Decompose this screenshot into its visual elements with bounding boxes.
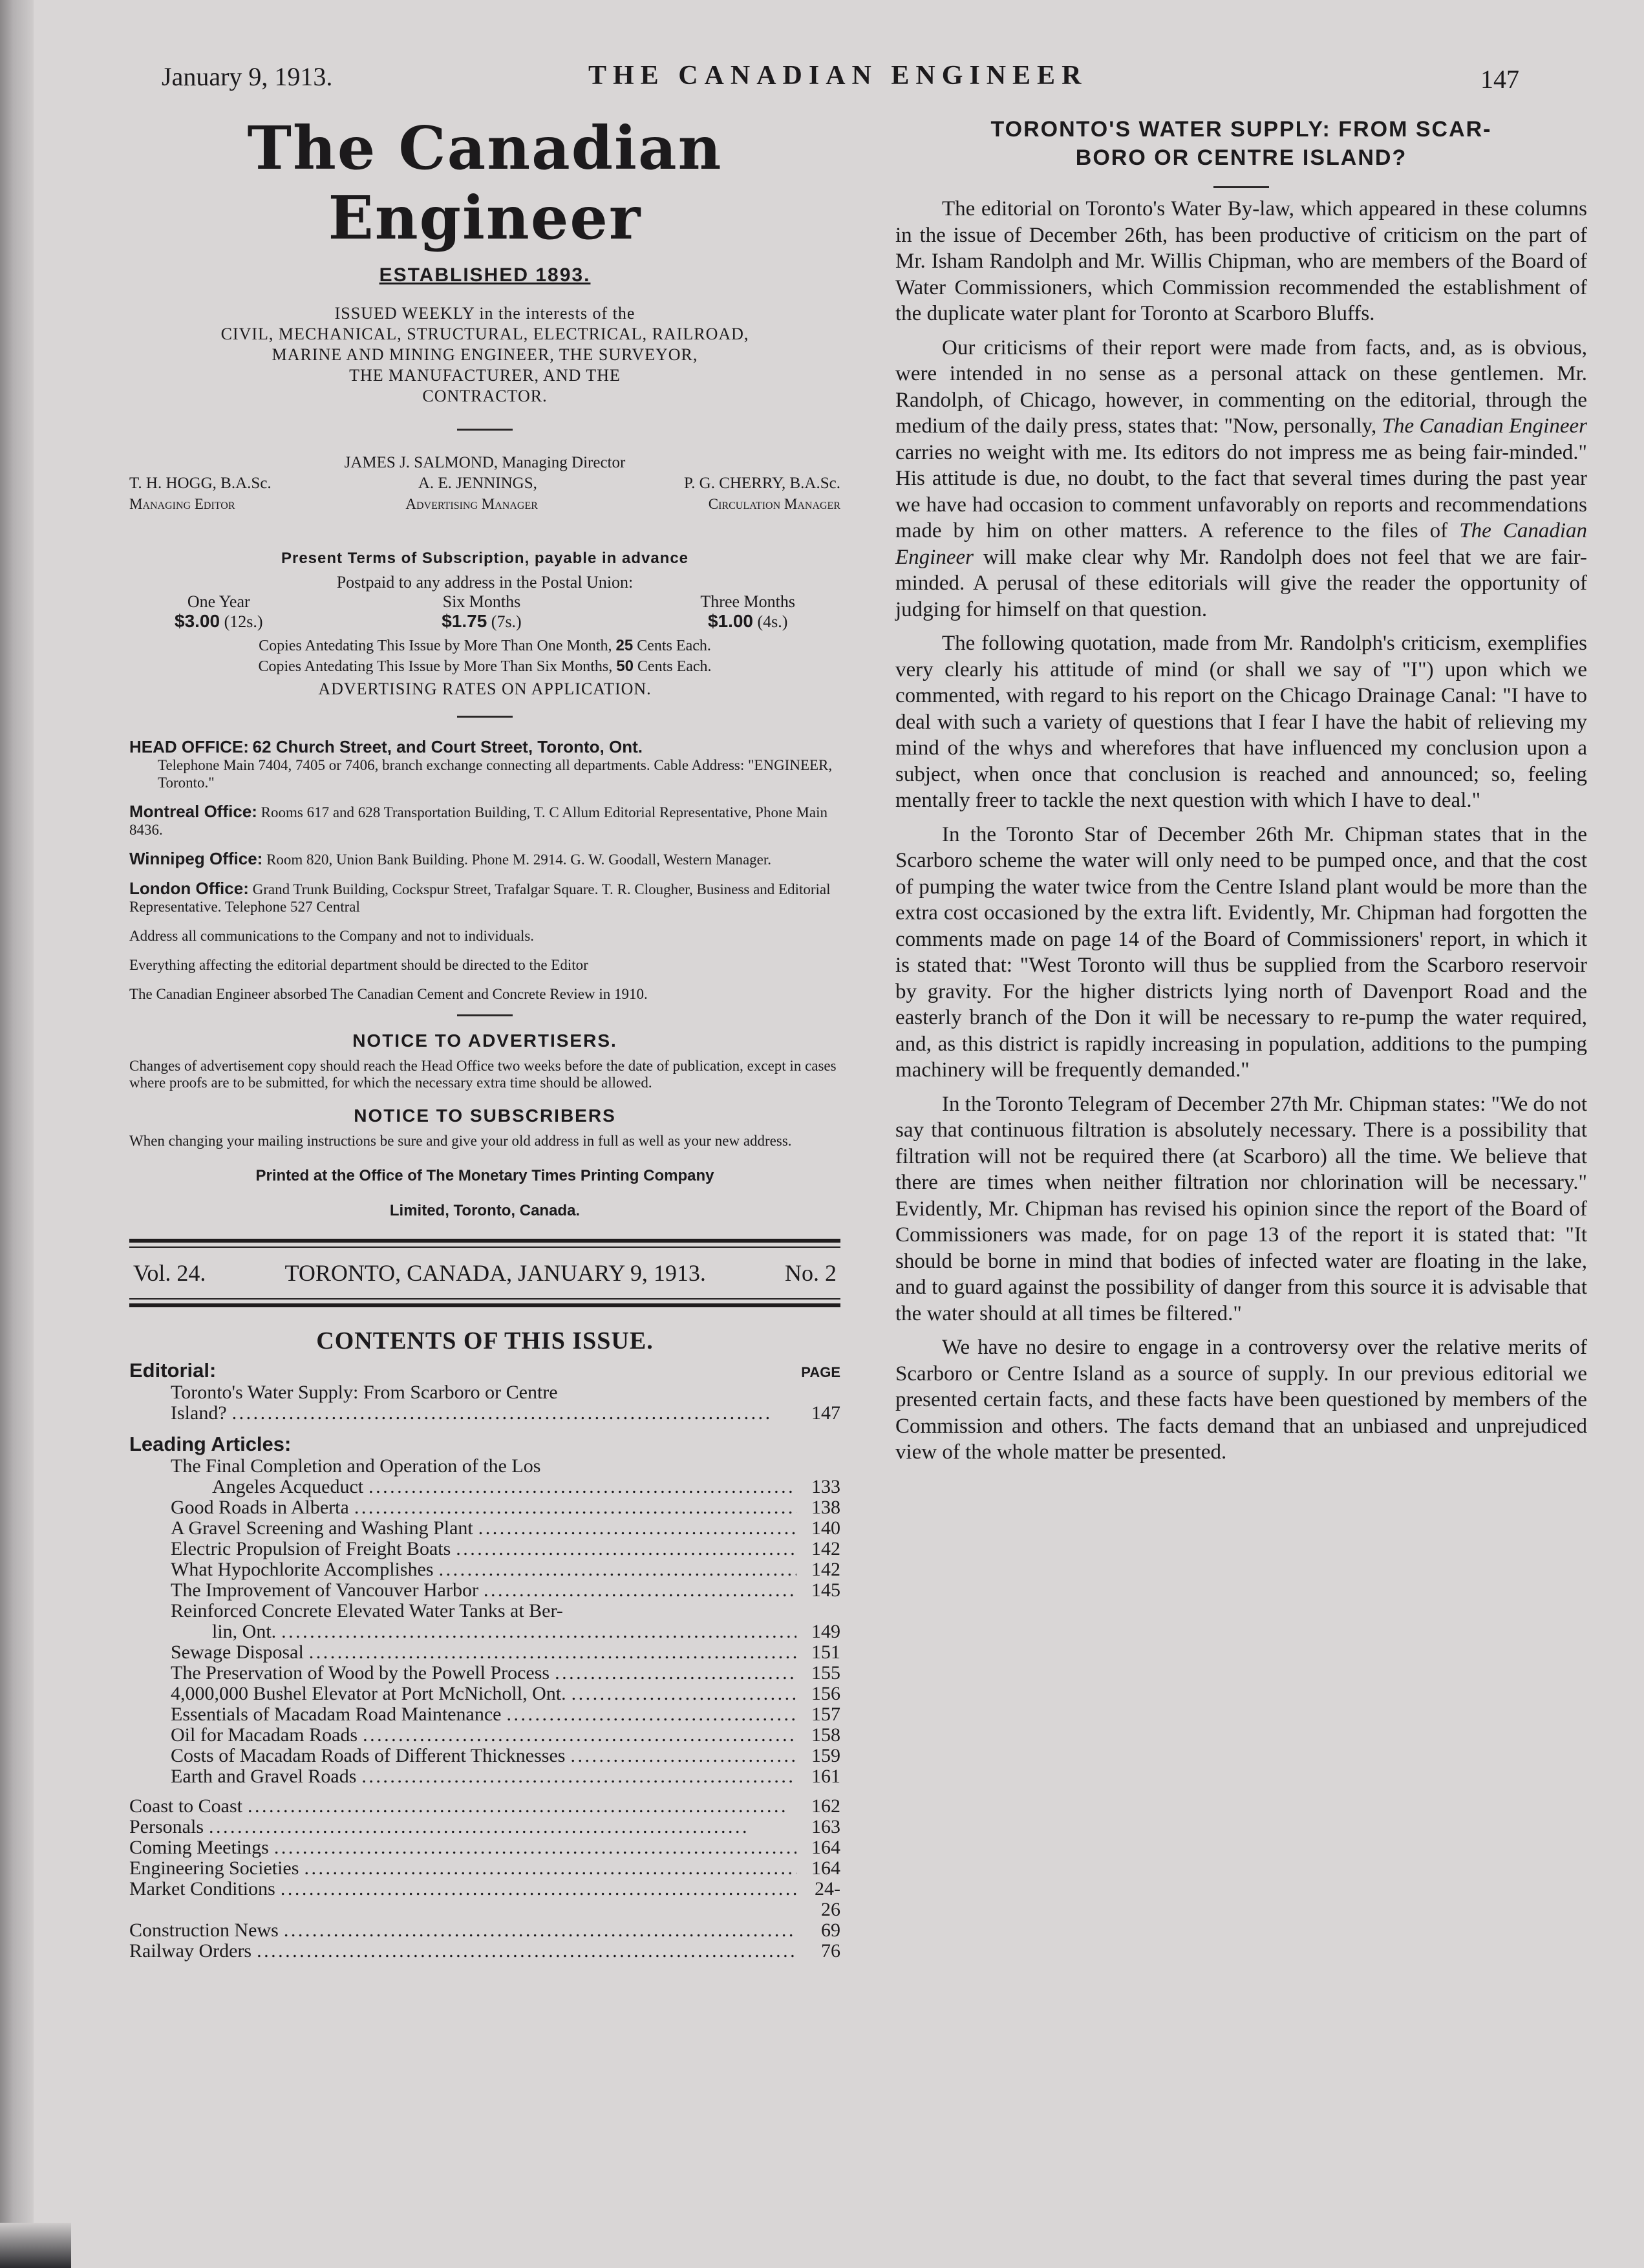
toc-title: A Gravel Screening and Washing Plant (171, 1517, 473, 1539)
volume-place-date: TORONTO, CANADA, JANUARY 9, 1913. (284, 1260, 706, 1286)
managing-director: JAMES J. SALMOND, Managing Director (344, 454, 626, 471)
page-number: 147 (1480, 65, 1519, 94)
head-office: HEAD OFFICE: 62 Church Street, and Court Street, Toronto, Ont. Telephone Main 7404, 7405 or 7406, branch exchange connecting all departments. Cable Address: "ENGINEER, Toronto." (129, 737, 833, 791)
advertising-role: Advertising Manager (405, 496, 538, 512)
toc-page: 164 (811, 1857, 840, 1879)
toc-page: 76 (821, 1940, 840, 1962)
toc-title: 4,000,000 Bushel Elevator at Port McNicholl, Ont. (171, 1683, 566, 1704)
toc-page: 140 (811, 1517, 840, 1539)
toc-title: Coast to Coast (129, 1795, 243, 1817)
paragraph: The following quotation, made from Mr. Randolph's criticism, exemplifies very clearly his attitude of mind (or shall we say of "I") upon which we commented, with regard to his report on the Chicago Drainage Canal: "I have to deal with such a variety of questions that I fear I have the habit of relieving my mind of the whys and wherefores that have influenced my conclusion upon a subject, when once that conclusion is reached and announced; so, feeling mentally freer to tackle the next question with which I have to deal." (895, 632, 1587, 812)
toc-page: 142 (811, 1538, 840, 1559)
toc-title: Essentials of Macadam Road Maintenance (171, 1704, 502, 1725)
paragraph: Our criticisms of their report were made from facts, and, as is obvious, were intended in no sense as a personal attack on these gentlemen. Mr. Randolph, of Chicago, however, in commenting on the editorial, through the medium of the daily press, states that: "Now, personally, The Canadian Engineer carries no weight with me. Its editors do not impress me as being fair-minded." His attitude is due, no doubt, to the fact that several times during the past year we have had occasion to comment unfavorably on reports and recommendations made by him on other matters. A reference to the files of The Canadian Engineer will make clear why Mr. Randolph does not feel that we are fair-minded. A perusal of these editorials will give the reader the opportunity of judging for himself on that question. (895, 336, 1588, 621)
toc-page: 161 (811, 1766, 840, 1787)
journal-title: THE CANADIAN ENGINEER (588, 61, 1088, 91)
staff-block (129, 453, 840, 515)
toc-title: Oil for Macadam Roads (171, 1724, 358, 1746)
divider (457, 1014, 513, 1016)
toc-title: Earth and Gravel Roads (171, 1766, 357, 1787)
toc-page: 145 (811, 1579, 840, 1601)
editor-role: Managing Editor (129, 496, 235, 512)
leader-dots (456, 1539, 796, 1559)
article-title: TORONTO'S WATER SUPPLY: FROM SCAR- BORO OR CENTRE ISLAND? (990, 117, 1492, 170)
toc-page: 24-26 (815, 1878, 840, 1920)
editorial-section-label: Editorial: (129, 1359, 217, 1382)
offices-block (129, 738, 840, 1003)
toc-entry (129, 1796, 840, 1817)
toc-entry (129, 1725, 840, 1746)
notice-advertisers-heading: NOTICE TO ADVERTISERS. (352, 1031, 617, 1051)
editor-name: T. H. HOGG, B.A.Sc. (129, 475, 272, 492)
toc-entry (129, 1642, 840, 1663)
leader-dots (354, 1497, 796, 1518)
montreal-office: Montreal Office: Rooms 617 and 628 Transportation Building, T. C Allum Editorial Representative, Phone Main 8436. (129, 802, 827, 838)
article-body (895, 196, 1587, 1466)
term-one-year: One Year $3.00 (12s.) (175, 592, 263, 631)
double-rule (129, 1239, 840, 1248)
toc-entry (129, 1837, 840, 1858)
leader-dots (478, 1518, 796, 1539)
leader-dots (570, 1746, 796, 1766)
leader-dots (363, 1725, 796, 1746)
toc-entry (129, 1879, 840, 1920)
toc-title: Personals (129, 1816, 204, 1837)
toc-entry: Island? . . . 147 (129, 1403, 840, 1424)
toc-title: The Preservation of Wood by the Powell Process (171, 1662, 550, 1684)
page-gutter-shadow (0, 0, 34, 2268)
leading-articles-list (129, 1456, 840, 1787)
toc-page: 157 (811, 1704, 840, 1725)
notice-subscribers-text: When changing your mailing instructions be sure and give your old address in full as well as your new address. (129, 1133, 792, 1149)
toc-entry (129, 1518, 840, 1539)
toc-page: 69 (821, 1920, 840, 1941)
left-column (129, 113, 840, 1962)
leader-dots (248, 1796, 796, 1817)
issued-line: ISSUED WEEKLY in the interests of the (334, 304, 635, 323)
editorial-section-row (129, 1359, 840, 1382)
leader-dots (309, 1642, 796, 1663)
paragraph: The editorial on Toronto's Water By-law, which appeared in these columns in the issue of December 26th, has been productive of criticism on the part of Mr. Isham Randolph and Mr. Willis Chipman, who are members of the Board of Water Commissioners, which Commission recommended the establishment of the duplicate water plant for Toronto at Scarboro Bluffs. (895, 197, 1587, 325)
toc-entry (129, 1746, 840, 1766)
toc-title: Engineering Societies (129, 1857, 299, 1879)
right-column (895, 115, 1587, 1473)
toc-entry (129, 1941, 840, 1962)
toc-page: 158 (811, 1724, 840, 1746)
leader-dots (304, 1858, 796, 1879)
toc-entry (129, 1766, 840, 1787)
postpaid-line: Postpaid to any address in the Postal Union: (336, 573, 634, 592)
issued-line: CIVIL, MECHANICAL, STRUCTURAL, ELECTRICAL, RAILROAD, (220, 325, 749, 343)
leader-dots (209, 1817, 796, 1837)
term-six-months: Six Months $1.75 (7s.) (442, 592, 522, 631)
toc-title: Market Conditions (129, 1878, 275, 1899)
page-column-label: PAGE (801, 1364, 840, 1380)
toc-title: Railway Orders (129, 1940, 252, 1962)
leader-dots (281, 1879, 796, 1899)
leader-dots (274, 1837, 796, 1858)
editorial-note: Everything affecting the editorial department should be directed to the Editor (129, 957, 588, 973)
winnipeg-office: Winnipeg Office: Room 820, Union Bank Building. Phone M. 2914. G. W. Goodall, Western Manager. (129, 849, 772, 868)
toc-entry (129, 1817, 840, 1837)
volume-number: Vol. 24. (133, 1260, 206, 1286)
circulation-name: P. G. CHERRY, B.A.Sc. (684, 475, 840, 492)
term-three-months: Three Months $1.00 (4s.) (700, 592, 795, 631)
divider (457, 429, 513, 431)
toc-entry-continued (129, 1477, 840, 1497)
toc-entry (129, 1858, 840, 1879)
paragraph: In the Toronto Telegram of December 27th Mr. Chipman states: "We do not say that continuous filtration is absolutely necessary. There is a possibility that filtration will not be required there (at Scarboro) all the time. We believe that there are times when neither filtration nor chlorination will be necessary." Evidently, Mr. Chipman has revised his opinion since the report of the Board of Commissioners was made, for on page 13 of the report it is stated that: "It should be borne in mind that bodies of infected water are floating in the lake, and to guard against the possibility of danger from this source it is advisable that the water should at all times be filtered." (895, 1092, 1587, 1325)
toc-entry (129, 1559, 840, 1580)
toc-page: 149 (811, 1621, 840, 1642)
toc-title-continued: lin, Ont. (212, 1621, 277, 1642)
masthead-title: The Canadian Engineer (247, 113, 723, 253)
toc-title: Construction News (129, 1920, 279, 1941)
toc-entry (129, 1580, 840, 1601)
advertising-rates: ADVERTISING RATES ON APPLICATION. (318, 679, 652, 698)
paragraph: In the Toronto Star of December 26th Mr. Chipman states that in the Scarboro scheme the water will only need to be pumped once, and that the cost of pumping the water twice from the Centre Island plant would be more than the extra cost occasioned by the extra lift. Evidently, Mr. Chipman had forgotten the comments made on page 14 of the Board of Commissioners' report, in which it is stated that: "West Toronto will thus be supplied from the Scarboro reservoir by gravity. For the higher districts lying north of Davenport Road and the easterly branch of the Don it will be necessary to re-pump the water required, and, as this district is rapidly increasing in population, additions to the pumping machinery will be frequently demanded." (895, 822, 1587, 1082)
toc-title: Coming Meetings (129, 1837, 269, 1858)
circulation-role: Circulation Manager (708, 496, 840, 512)
toc-entry (129, 1704, 840, 1725)
leader-dots (555, 1663, 796, 1684)
advertising-name: A. E. JENNINGS, (418, 475, 537, 492)
subscription-heading: Present Terms of Subscription, payable in advance (281, 550, 689, 567)
double-rule (129, 1298, 840, 1307)
toc-title: Reinforced Concrete Elevated Water Tanks at Ber- (171, 1600, 563, 1621)
running-head (162, 61, 1519, 100)
toc-title: What Hypochlorite Accomplishes (171, 1559, 434, 1580)
toc-entry (129, 1601, 840, 1621)
issued-block (129, 303, 840, 407)
toc-title: Sewage Disposal (171, 1642, 304, 1663)
leader-dots (484, 1580, 796, 1601)
notice-subscribers-heading: NOTICE TO SUBSCRIBERS (354, 1106, 616, 1126)
toc-page: 163 (811, 1816, 840, 1837)
editorial-entries (129, 1382, 840, 1424)
departments-list (129, 1796, 840, 1962)
toc-page: 162 (811, 1795, 840, 1817)
london-office: London Office: Grand Trunk Building, Cockspur Street, Trafalgar Square. T. R. Clougher, Business and Editorial Representative. Telephone 527 Central (129, 879, 831, 915)
toc-page: 142 (811, 1559, 840, 1580)
subscription-terms (129, 592, 840, 632)
toc-title: The Final Completion and Operation of the Los (171, 1455, 541, 1477)
divider (1213, 186, 1269, 188)
toc-page: 133 (811, 1476, 840, 1497)
established-line: ESTABLISHED 1893. (379, 264, 591, 286)
toc-entry (129, 1663, 840, 1684)
issued-line: CONTRACTOR. (422, 387, 548, 405)
issue-number: No. 2 (784, 1260, 837, 1286)
leading-articles-label: Leading Articles: (129, 1433, 292, 1455)
leader-dots (257, 1941, 796, 1962)
issued-line: MARINE AND MINING ENGINEER, THE SURVEYOR, (272, 345, 698, 364)
divider (457, 716, 513, 718)
leader-dots (281, 1621, 796, 1642)
contents-heading: CONTENTS OF THIS ISSUE. (316, 1327, 654, 1354)
page-corner-shadow (0, 2223, 71, 2268)
toc-title: The Improvement of Vancouver Harbor (171, 1579, 478, 1601)
toc-entry-continued (129, 1621, 840, 1642)
leader-dots (507, 1704, 797, 1725)
toc-entry: Toronto's Water Supply: From Scarboro or Centre (171, 1382, 558, 1403)
toc-page: 151 (811, 1642, 840, 1663)
toc-title: Good Roads in Alberta (171, 1497, 349, 1518)
toc-title: Electric Propulsion of Freight Boats (171, 1538, 451, 1559)
toc-page: 155 (811, 1662, 840, 1684)
toc-page: 159 (811, 1745, 840, 1766)
toc-title-continued: Angeles Acqueduct (212, 1476, 364, 1497)
toc-entry (129, 1456, 840, 1477)
address-note: Address all communications to the Company and not to individuals. (129, 928, 535, 944)
leader-dots (571, 1684, 796, 1704)
issue-date: January 9, 1913. (162, 62, 333, 91)
toc-entry (129, 1684, 840, 1704)
toc-title: Costs of Macadam Roads of Different Thicknesses (171, 1745, 566, 1766)
issued-line: THE MANUFACTURER, AND THE (349, 366, 621, 385)
toc-entry (129, 1920, 840, 1941)
absorbed-note: The Canadian Engineer absorbed The Canadian Cement and Concrete Review in 1910. (129, 986, 648, 1002)
toc-entry (129, 1497, 840, 1518)
back-copies-info: Copies Antedating This Issue by More Than One Month, 25 Cents Each. Copies Antedating This Issue by More Than Six Months, 50 Cents Each. (258, 637, 712, 675)
toc-entry (129, 1539, 840, 1559)
notice-advertisers-text: Changes of advertisement copy should reach the Head Office two weeks before the date of publication, except in cases where proofs are to be submitted, for which the necessary extra time should be allowed. (129, 1058, 837, 1091)
leader-dots (361, 1766, 796, 1787)
toc-page: 164 (811, 1837, 840, 1858)
leader-dots (368, 1477, 796, 1497)
leader-dots (439, 1559, 796, 1580)
volume-line (129, 1248, 840, 1298)
paragraph: We have no desire to engage in a controversy over the relative merits of Scarboro or Centre Island as a source of supply. In our previous editorial we presented certain facts, and these facts have been questioned by members of the Commission and others. The facts demand that an unbiased and unprejudiced view of the whole matter be presented. (895, 1336, 1587, 1464)
leader-dots (284, 1920, 796, 1941)
toc-page: 138 (811, 1497, 840, 1518)
printer-credit: Printed at the Office of The Monetary Times Printing Company Limited, Toronto, Canada. (255, 1167, 714, 1219)
toc-page: 156 (811, 1683, 840, 1704)
